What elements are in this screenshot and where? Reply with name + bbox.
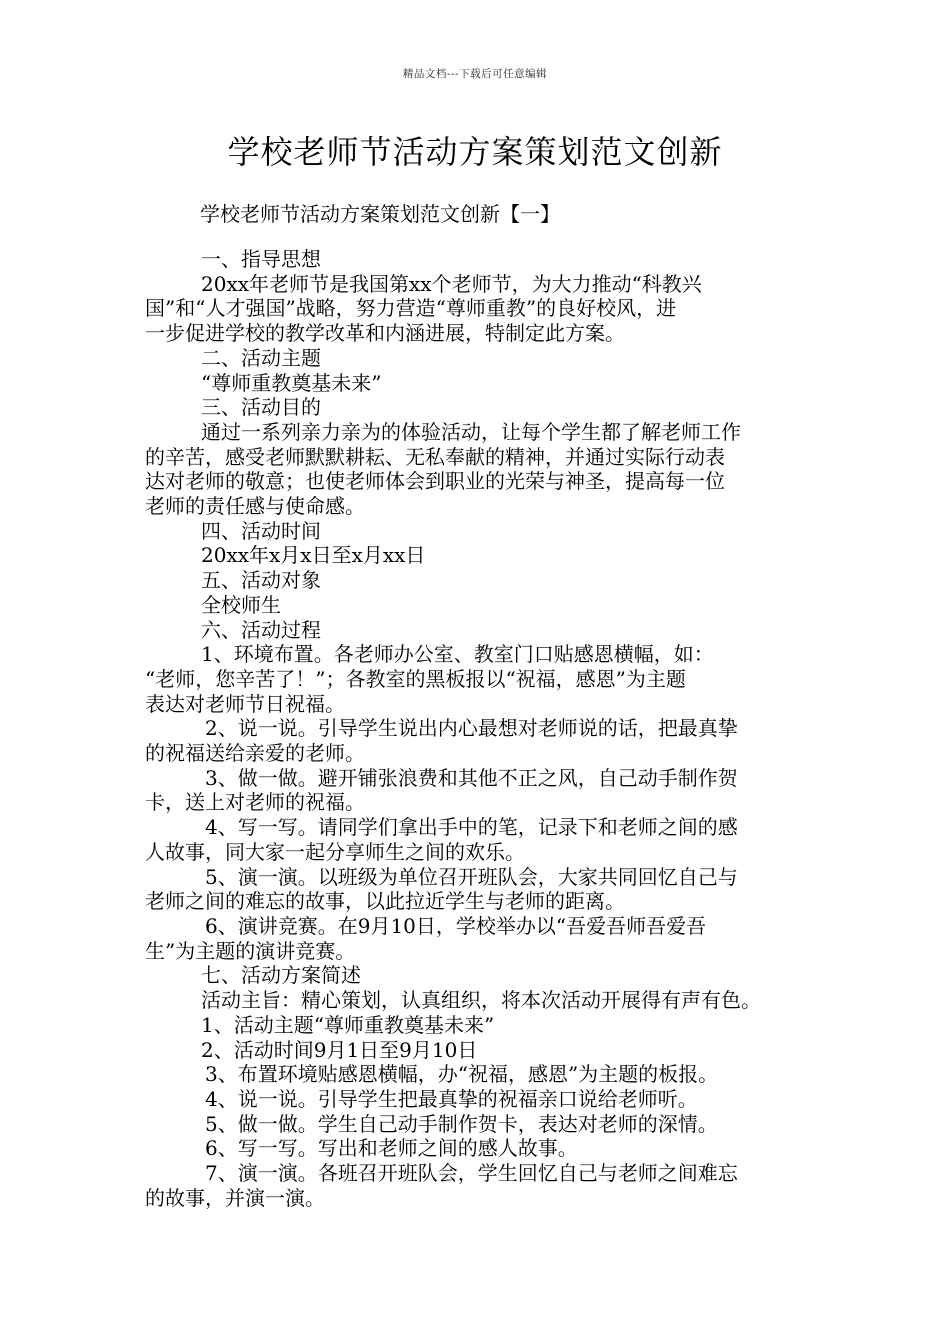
paragraph-line: 的故事，并演一演。: [145, 1185, 325, 1210]
list-item: 3、布置环境贴感恩横幅，办“祝福，感恩”为主题的板报。: [205, 1062, 719, 1087]
paragraph-line: 的祝福送给亲爱的老师。: [145, 741, 365, 766]
paragraph-line: 老师之间的难忘的故事，以此拉近学生与老师的距离。: [145, 889, 625, 914]
heading-guiding-ideology: 一、指导思想: [201, 247, 321, 271]
paragraph-line: 国”和“人才强国”战略，努力营造“尊师重教”的良好校风，进: [145, 296, 677, 321]
paragraph-line: 老师的责任感与使命感。: [145, 494, 365, 519]
paragraph-line: 生”为主题的演讲竞赛。: [145, 938, 356, 963]
document-title: 学校老师节活动方案策划范文创新: [227, 133, 723, 171]
paragraph-line: 2、说一说。引导学生说出内心最想对老师说的话，把最真挚: [205, 716, 738, 741]
paragraph-line: 的辛苦，感受老师默默耕耘、无私奉献的精神，并通过实际行动表: [145, 444, 725, 469]
paragraph-line: 通过一系列亲力亲为的体验活动，让每个学生都了解老师工作: [201, 419, 741, 444]
heading-activity-target: 五、活动对象: [201, 568, 321, 593]
paragraph-line: 活动主旨：精心策划，认真组织，将本次活动开展得有声有色。: [201, 988, 761, 1013]
heading-activity-time: 四、活动时间: [201, 518, 321, 543]
paragraph-line: 一步促进学校的教学改革和内涵进展，特制定此方案。: [145, 321, 625, 346]
paragraph-line: 5、演一演。以班级为单位召开班队会，大家共同回忆自己与: [205, 864, 738, 889]
heading-activity-theme: 二、活动主题: [201, 345, 321, 370]
paragraph-line: 卡，送上对老师的祝福。: [145, 790, 365, 815]
paragraph-line: 人故事，同大家一起分享师生之间的欢乐。: [145, 839, 525, 864]
list-item: 2、活动时间9月1日至9月10日: [201, 1037, 478, 1062]
list-item: 5、做一做。学生自己动手制作贺卡，表达对老师的深情。: [205, 1111, 718, 1136]
heading-activity-purpose: 三、活动目的: [201, 395, 321, 420]
paragraph-line: 6、演讲竞赛。在9月10日，学校举办以“吾爱吾师吾爱吾: [205, 913, 707, 938]
list-item: 1、活动主题“尊师重教奠基未来”: [201, 1012, 495, 1037]
list-item: 4、说一说。引导学生把最真挚的祝福亲口说给老师听。: [205, 1086, 698, 1111]
document-body: [145, 247, 810, 1210]
list-item: 6、写一写。写出和老师之间的感人故事。: [205, 1136, 578, 1161]
paragraph-line: 全校师生: [201, 592, 281, 617]
paragraph-line: 3、做一做。避开铺张浪费和其他不正之风，自己动手制作贺: [205, 765, 738, 790]
paragraph-line: 20xx年x月x日至x月xx日: [201, 543, 426, 568]
heading-activity-process: 六、活动过程: [201, 617, 321, 642]
heading-plan-summary: 七、活动方案简述: [201, 963, 361, 988]
paragraph-line: “尊师重教奠基未来”: [201, 370, 382, 395]
paragraph-line: 1、环境布置。各老师办公室、教室门口贴感恩横幅，如：: [201, 642, 714, 667]
paragraph-line: 表达对老师节日祝福。: [145, 691, 345, 716]
section-subtitle: 学校老师节活动方案策划范文创新【一】: [200, 202, 560, 226]
paragraph-line: “老师，您辛苦了！”；各教室的黑板报以“祝福，感恩”为主题: [145, 666, 686, 691]
header-note: 精品文档---下载后可任意编辑: [402, 68, 548, 80]
paragraph-line: 达对老师的敬意；也使老师体会到职业的光荣与神圣，提高每一位: [145, 469, 725, 494]
paragraph-line: 4、写一写。请同学们拿出手中的笔，记录下和老师之间的感: [205, 815, 738, 840]
paragraph-line: 20xx年老师节是我国第xx个老师节，为大力推动“科教兴: [201, 271, 702, 296]
list-item: 7、演一演。各班召开班队会，学生回忆自己与老师之间难忘: [205, 1161, 738, 1186]
